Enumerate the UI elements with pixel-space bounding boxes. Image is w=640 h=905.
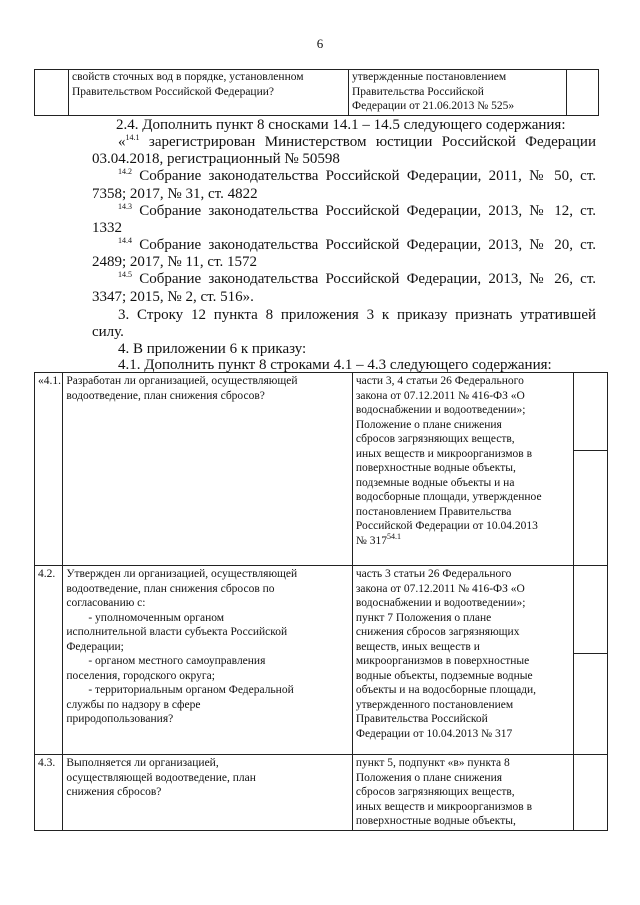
legal-basis-line: Федерации от 21.06.2013 № 525» (352, 100, 515, 112)
answer-cell (573, 566, 607, 654)
checklist-table (34, 372, 608, 831)
table-row (35, 373, 608, 451)
legal-basis-line: закона от 07.12.2011 № 416-ФЗ «О (355, 389, 525, 402)
question-line: поселения, городского округа; (66, 669, 215, 682)
footnote-14-1-line2: 03.04.2018, регистрационный № 50598 (92, 151, 340, 167)
legal-basis-line: Положения о плане снижения (355, 771, 503, 784)
legal-basis-line: поверхностные водные объекты, (355, 462, 516, 474)
footnote-14-5-line2: 3347; 2015, № 2, ст. 516». (92, 289, 254, 305)
question-line: Федерации; (66, 640, 124, 653)
question-line: Разработан ли организацией, осуществляющей (66, 375, 298, 387)
legal-basis-line: части 3, 4 статьи 26 Федерального (355, 375, 524, 387)
footnote-text: Собрание законодательства Российской Федерации, 2011, № 50, ст. (139, 168, 596, 184)
question-line: снижения сбросов? (66, 786, 162, 798)
checklist-table-continued (34, 69, 599, 116)
footnote-marker: 14.3 (118, 202, 132, 211)
question-cell (63, 566, 353, 755)
legal-basis-line: микроорганизмов в поверхностные (355, 655, 530, 667)
footnote-text: Собрание законодательства Российской Федерации, 2013, № 20, ст. (139, 237, 596, 253)
question-line: исполнительной власти субъекта Российской (66, 626, 288, 638)
legal-basis-line: Положение о плане снижения (355, 418, 502, 431)
row-number-cell: 4.2. (35, 566, 63, 755)
legal-basis-cell (349, 70, 567, 116)
legal-basis-line: сбросов загрязняющих веществ, (355, 786, 515, 798)
footnote-marker: 54.1 (386, 531, 401, 541)
row-number-cell: «4.1. (35, 373, 63, 566)
legal-basis-line: водные объекты, подземные водные (355, 669, 533, 682)
legal-basis-line: постановлением Правительства (355, 505, 512, 518)
opening-quote: « (118, 134, 126, 150)
question-cell (63, 373, 353, 566)
question-line: водоотведение, план снижения сбросов по (66, 582, 275, 595)
legal-basis-line: Правительства Российской (352, 85, 484, 98)
answer-cell (573, 373, 607, 451)
question-line: Утвержден ли организацией, осуществляющей (66, 568, 298, 580)
answer-cell (573, 654, 607, 755)
legal-basis-text: № 317 (355, 534, 387, 547)
legal-basis-line: пункт 5, подпункт «в» пункта 8 (355, 757, 510, 769)
legal-basis-cell (352, 566, 573, 755)
footnote-marker: 14.2 (118, 167, 132, 176)
footnote-14-3-line1 (118, 203, 596, 220)
table-row (35, 566, 608, 654)
legal-basis-line: водосборные площади, утвержденное (355, 491, 542, 503)
table-row (35, 755, 608, 831)
legal-basis-line: водоснабжении и водоотведении»; (355, 597, 526, 609)
footnote-14-1-line1 (118, 134, 596, 151)
row-number-cell: 4.3. (35, 755, 63, 831)
question-cell (69, 70, 349, 116)
legal-basis-cell (352, 755, 573, 831)
legal-basis-line: утвержденного постановлением (355, 698, 514, 711)
footnote-text: Собрание законодательства Российской Федерации, 2013, № 26, ст. (139, 271, 596, 287)
legal-basis-line: утвержденные постановлением (352, 71, 507, 83)
question-line: - уполномоченным органом (88, 611, 225, 624)
legal-basis-line: подземные водные объекты и на (355, 476, 515, 489)
footnote-14-3-line2: 1332 (92, 220, 122, 236)
row-number-cell (35, 70, 69, 116)
legal-basis-line: водоснабжении и водоотведении»; (355, 404, 526, 416)
legal-basis-line: поверхностные водные объекты, (355, 815, 516, 827)
table-row (35, 70, 599, 116)
legal-basis-line: Российской Федерации от 10.04.2013 (355, 520, 538, 532)
question-line: природопользования? (66, 713, 174, 725)
answer-cell (567, 70, 599, 116)
legal-basis-line: Правительства Российской (355, 713, 488, 725)
legal-basis-line (355, 531, 570, 549)
legal-basis-cell (352, 373, 573, 566)
legal-basis-line: иных веществ и микроорганизмов в (355, 447, 533, 460)
footnote-marker: 14.1 (125, 133, 140, 142)
paragraph-3-line1: 3. Строку 12 пункта 8 приложения 3 к приказу признать утратившей (118, 307, 596, 323)
question-line: согласованию с: (66, 597, 146, 609)
legal-basis-line: объекты и на водосборные площади, (355, 684, 537, 696)
footnote-14-4-line1 (118, 237, 596, 254)
paragraph-4-1: 4.1. Дополнить пункт 8 строками 4.1 – 4.3 следующего содержания: (118, 357, 552, 373)
page-number: 6 (316, 36, 324, 51)
footnote-marker: 14.4 (118, 236, 132, 245)
question-line: службы по надзору в сфере (66, 698, 201, 711)
question-cell (63, 755, 353, 831)
footnote-14-2-line2: 7358; 2017, № 31, ст. 4822 (92, 186, 258, 202)
legal-basis-line: Федерации от 10.04.2013 № 317 (355, 727, 513, 740)
paragraph-2-4: 2.4. Дополнить пункт 8 сносками 14.1 – 14.5 следующего содержания: (116, 117, 566, 133)
question-line: осуществляющей водоотведение, план (66, 771, 256, 784)
legal-basis-line: веществ, иных веществ и (355, 640, 480, 653)
legal-basis-line: иных веществ и микроорганизмов в (355, 800, 533, 813)
footnote-text: зарегистрирован Министерством юстиции Российской Федерации (148, 134, 596, 150)
question-line: - территориальным органом Федеральной (88, 684, 294, 696)
question-line: Выполняется ли организацией, (66, 757, 219, 769)
footnote-text: Собрание законодательства Российской Федерации, 2013, № 12, ст. (139, 203, 596, 219)
question-text: свойств сточных вод в порядке, установленном Правительством Российской Федерации? (72, 71, 304, 98)
footnote-14-5-line1 (118, 271, 596, 288)
footnote-14-4-line2: 2489; 2017, № 11, ст. 1572 (92, 254, 258, 270)
footnote-marker: 14.5 (118, 270, 132, 279)
footnote-14-2-line1 (118, 168, 596, 185)
answer-cell (573, 755, 607, 831)
question-line: водоотведение, план снижения сбросов? (66, 389, 265, 402)
legal-basis-line: часть 3 статьи 26 Федерального (355, 568, 512, 580)
legal-basis-line: снижения сбросов загрязняющих (355, 626, 520, 638)
question-line: - органом местного самоуправления (88, 655, 266, 667)
paragraph-3-line2: силу. (92, 324, 124, 340)
paragraph-4: 4. В приложении 6 к приказу: (118, 341, 307, 357)
legal-basis-line: пункт 7 Положения о плане (355, 611, 492, 624)
legal-basis-line: сбросов загрязняющих веществ, (355, 433, 515, 445)
legal-basis-line: закона от 07.12.2011 № 416-ФЗ «О (355, 582, 525, 595)
answer-cell (573, 451, 607, 566)
